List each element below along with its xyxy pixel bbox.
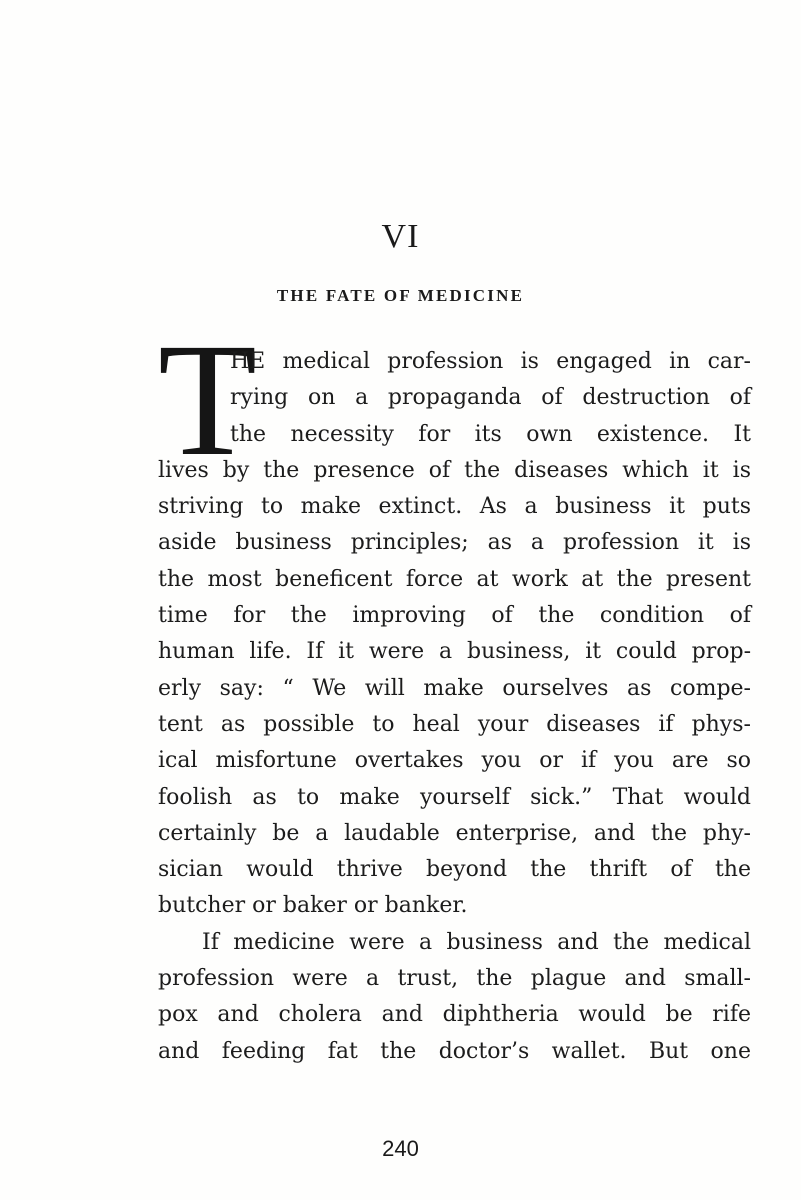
text-line: the most beneficent force at work at the present [158,566,751,592]
text-line: striving to make extinct. As a business it puts [158,494,751,520]
drop-cap: T [158,311,257,490]
text-line: rying on a propaganda of destruction of [230,385,751,411]
text-line: aside business principles; as a profession it is [158,530,751,556]
page-number: 240 [382,1136,419,1161]
text-line: sician would thrive beyond the thrift of the [158,857,751,883]
body-text [158,344,751,1070]
text-line: butcher or baker or banker. [158,893,468,919]
text-line: certainly be a laudable enterprise, and the phy- [158,820,751,846]
text-line: pox and cholera and diphtheria would be rife [158,1002,751,1028]
text-line: human life. If it were a business, it could prop- [158,639,751,665]
text-line: erly say: “ We will make ourselves as compe- [158,675,751,701]
text-line: time for the improving of the condition of [158,603,751,629]
text-line: If medicine were a business and the medical [202,929,751,955]
text-line: HE medical profession is engaged in car- [230,349,751,374]
text-line: foolish as to make yourself sick.” That would [158,784,751,810]
text-line: ical misfortune overtakes you or if you are so [158,748,751,774]
text-line: and feeding fat the doctor’s wallet. But one [158,1038,751,1064]
chapter-number: VI [381,218,420,255]
chapter-title: THE FATE OF MEDICINE [276,286,525,305]
text-line: tent as possible to heal your diseases if phys- [158,711,751,737]
text-line: lives by the presence of the diseases which it is [158,457,751,483]
text-line: profession were a trust, the plague and small- [158,966,751,992]
text-line: the necessity for its own existence. It [230,421,751,447]
